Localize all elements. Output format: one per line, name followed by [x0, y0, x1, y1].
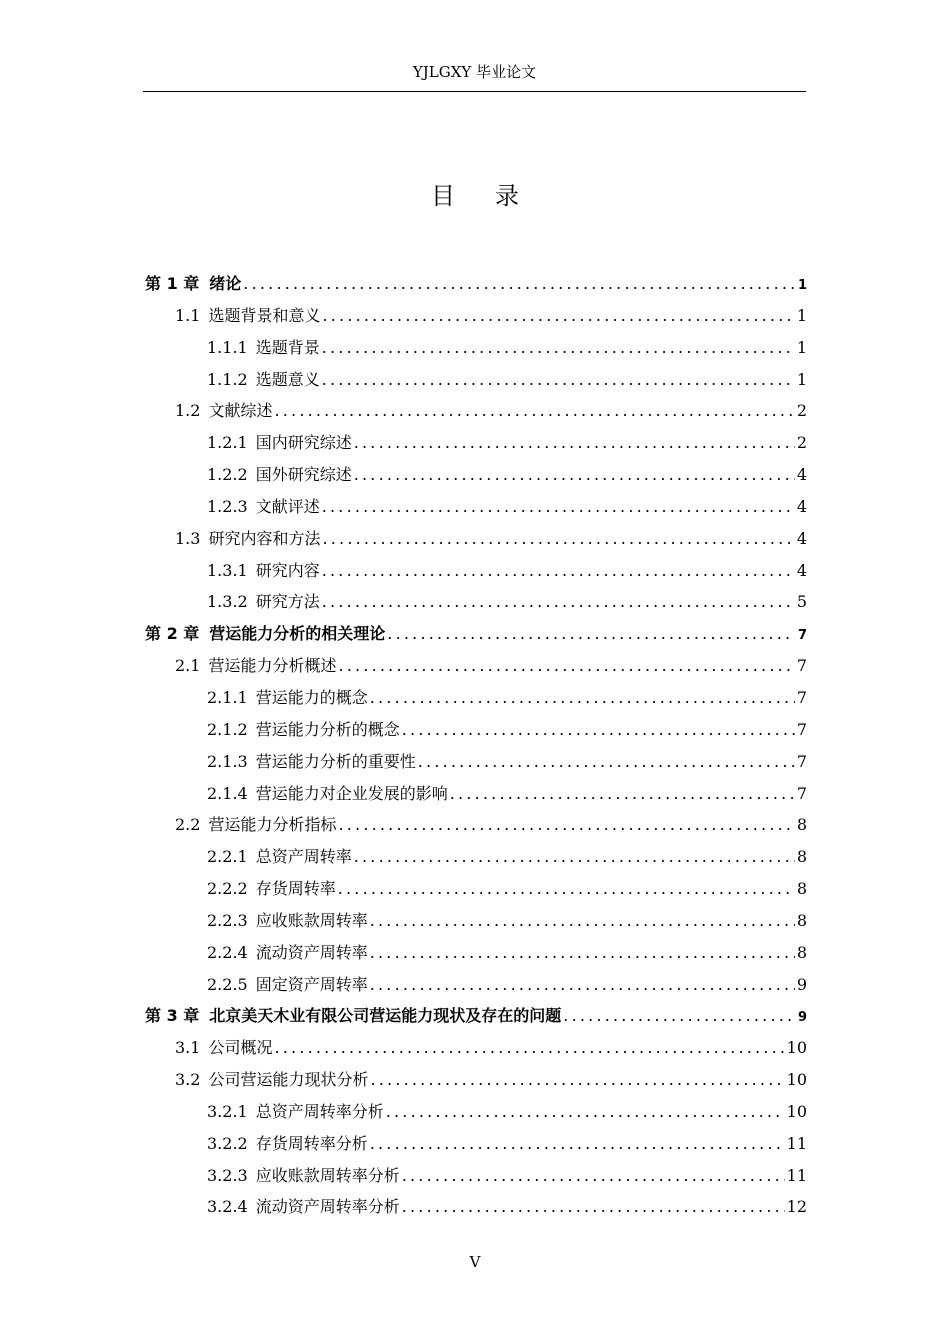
toc-entry-number: 3.2.1: [207, 1101, 248, 1121]
toc-dot-leader: [322, 523, 794, 555]
toc-subsection-entry[interactable]: [145, 1160, 807, 1192]
toc-entry-title: 文献综述: [208, 401, 273, 421]
toc-dot-leader: [386, 1096, 785, 1128]
toc-subsection-entry[interactable]: [145, 905, 807, 937]
toc-subsection-entry[interactable]: [145, 873, 807, 905]
toc-entry-number: 第 3 章: [145, 1006, 200, 1026]
toc-section-entry[interactable]: [145, 650, 807, 682]
toc-entry-title: 总资产周转率分析: [255, 1101, 384, 1121]
toc-dot-leader: [338, 809, 794, 841]
toc-entry-page: 7: [796, 751, 807, 771]
toc-entry-title: 国外研究综述: [255, 465, 352, 485]
table-of-contents: [145, 268, 807, 1223]
running-header: YJLGXY 毕业论文: [412, 63, 537, 81]
toc-entry-page: 7: [796, 687, 807, 707]
toc-entry-title: 固定资产周转率: [255, 974, 368, 994]
toc-entry-page: 8: [796, 910, 807, 930]
toc-dot-leader: [354, 841, 795, 873]
toc-subsection-entry[interactable]: [145, 1096, 807, 1128]
toc-dot-leader: [402, 1191, 785, 1223]
page-number: V: [469, 1253, 481, 1271]
toc-entry-title: 应收账款周转率: [255, 910, 368, 930]
toc-entry-number: 3.1: [175, 1038, 201, 1058]
toc-entry-title: 研究方法: [255, 592, 320, 612]
toc-subsection-entry[interactable]: [145, 778, 807, 810]
toc-dot-leader: [338, 873, 795, 905]
toc-entry-page: 8: [796, 815, 807, 835]
toc-entry-number: 1.1.1: [207, 337, 248, 357]
toc-entry-page: 4: [796, 465, 807, 485]
toc-dot-leader: [354, 459, 795, 491]
toc-entry-title: 文献评述: [255, 496, 320, 516]
toc-entry-title: 营运能力的概念: [255, 687, 368, 707]
toc-entry-number: 1.1: [175, 305, 201, 325]
toc-dot-leader: [274, 395, 794, 427]
toc-entry-number: 2.1.2: [207, 719, 248, 739]
toc-subsection-entry[interactable]: [145, 841, 807, 873]
header-rule: [143, 91, 806, 92]
toc-dot-leader: [563, 1000, 795, 1032]
toc-entry-title: 国内研究综述: [255, 433, 352, 453]
toc-entry-title: 流动资产周转率分析: [255, 1197, 400, 1217]
toc-section-entry[interactable]: [145, 1032, 807, 1064]
toc-dot-leader: [338, 650, 794, 682]
toc-dot-leader: [370, 682, 795, 714]
toc-entry-page: 12: [786, 1197, 807, 1217]
toc-entry-title: 营运能力分析概述: [208, 656, 337, 676]
toc-entry-title: 营运能力分析的相关理论: [209, 624, 386, 644]
toc-subsection-entry[interactable]: [145, 586, 807, 618]
toc-dot-leader: [370, 905, 795, 937]
toc-dot-leader: [370, 937, 795, 969]
toc-entry-number: 1.2: [175, 401, 201, 421]
toc-dot-leader: [354, 427, 795, 459]
toc-entry-title: 营运能力对企业发展的影响: [255, 783, 448, 803]
toc-entry-page: 1: [796, 337, 807, 357]
toc-subsection-entry[interactable]: [145, 1128, 807, 1160]
toc-dot-leader: [322, 491, 795, 523]
toc-entry-page: 2: [796, 433, 807, 453]
toc-entry-page: 8: [796, 942, 807, 962]
toc-section-entry[interactable]: [145, 809, 807, 841]
toc-entry-title: 总资产周转率: [255, 847, 352, 867]
toc-entry-number: 3.2.4: [207, 1197, 248, 1217]
toc-entry-page: 4: [796, 528, 807, 548]
toc-entry-title: 研究内容: [255, 560, 320, 580]
toc-entry-page: 2: [796, 401, 807, 421]
toc-chapter-entry[interactable]: [145, 268, 807, 300]
toc-subsection-entry[interactable]: [145, 746, 807, 778]
toc-subsection-entry[interactable]: [145, 491, 807, 523]
toc-subsection-entry[interactable]: [145, 1191, 807, 1223]
toc-entry-number: 1.3.1: [207, 560, 248, 580]
toc-entry-number: 1.2.2: [207, 465, 248, 485]
toc-entry-page: 10: [786, 1038, 807, 1058]
toc-dot-leader: [370, 969, 795, 1001]
toc-dot-leader: [402, 714, 795, 746]
toc-entry-number: 2.1: [175, 656, 201, 676]
toc-subsection-entry[interactable]: [145, 714, 807, 746]
toc-entry-page: 9: [796, 974, 807, 994]
toc-entry-number: 第 2 章: [145, 624, 200, 644]
toc-dot-leader: [370, 1128, 785, 1160]
toc-entry-number: 3.2.2: [207, 1133, 248, 1153]
toc-entry-title: 营运能力分析的重要性: [255, 751, 416, 771]
toc-entry-number: 2.2.3: [207, 910, 248, 930]
toc-entry-number: 1.2.3: [207, 496, 248, 516]
toc-subsection-entry[interactable]: [145, 364, 807, 396]
toc-dot-leader: [387, 618, 795, 650]
toc-entry-page: 1: [796, 305, 807, 325]
toc-dot-leader: [322, 332, 795, 364]
toc-entry-title: 公司概况: [208, 1038, 273, 1058]
toc-entry-number: 2.1.1: [207, 687, 248, 707]
toc-entry-page: 7: [796, 719, 807, 739]
toc-entry-page: 9: [797, 1010, 807, 1026]
toc-section-entry[interactable]: [145, 1064, 807, 1096]
toc-entry-page: 10: [786, 1101, 807, 1121]
toc-subsection-entry[interactable]: [145, 969, 807, 1001]
toc-entry-title: 绪论: [209, 274, 242, 293]
toc-entry-number: 1.1.2: [207, 369, 248, 389]
toc-subsection-entry[interactable]: [145, 332, 807, 364]
toc-dot-leader: [418, 746, 795, 778]
toc-dot-leader: [274, 1032, 784, 1064]
toc-entry-page: 10: [786, 1070, 807, 1090]
toc-entry-title: 营运能力分析指标: [208, 815, 337, 835]
toc-dot-leader: [322, 300, 794, 332]
toc-entry-number: 3.2: [175, 1070, 201, 1090]
toc-chapter-entry[interactable]: [145, 618, 807, 650]
toc-entry-number: 1.2.1: [207, 433, 248, 453]
toc-entry-title: 研究内容和方法: [208, 528, 321, 548]
toc-entry-title: 北京美天木业有限公司营运能力现状及存在的问题: [209, 1006, 562, 1026]
toc-entry-number: 2.1.4: [207, 783, 248, 803]
toc-dot-leader: [322, 555, 795, 587]
toc-entry-title: 存货周转率分析: [255, 1133, 368, 1153]
toc-section-entry[interactable]: [145, 300, 807, 332]
toc-entry-page: 8: [796, 879, 807, 899]
toc-subsection-entry[interactable]: [145, 937, 807, 969]
toc-entry-page: 4: [796, 560, 807, 580]
toc-entry-title: 选题背景和意义: [208, 305, 321, 325]
toc-dot-leader: [322, 364, 795, 396]
toc-entry-number: 2.2.1: [207, 847, 248, 867]
toc-entry-number: 2.2: [175, 815, 201, 835]
toc-entry-number: 2.2.4: [207, 942, 248, 962]
toc-entry-page: 1: [796, 369, 807, 389]
toc-dot-leader: [370, 1064, 784, 1096]
toc-entry-title: 营运能力分析的概念: [255, 719, 400, 739]
toc-entry-page: 5: [796, 592, 807, 612]
toc-entry-number: 1.3: [175, 528, 201, 548]
toc-dot-leader: [450, 778, 795, 810]
toc-dot-leader: [322, 586, 795, 618]
toc-entry-number: 3.2.3: [207, 1165, 248, 1185]
toc-entry-page: 7: [797, 628, 807, 644]
toc-entry-title: 流动资产周转率: [255, 942, 368, 962]
toc-entry-number: 2.2.2: [207, 879, 248, 899]
toc-subsection-entry[interactable]: [145, 682, 807, 714]
toc-section-entry[interactable]: [145, 523, 807, 555]
toc-subsection-entry[interactable]: [145, 555, 807, 587]
toc-title: 目录: [431, 182, 559, 210]
toc-dot-leader: [402, 1160, 785, 1192]
toc-entry-title: 选题意义: [255, 369, 320, 389]
toc-entry-number: 2.1.3: [207, 751, 248, 771]
toc-subsection-entry[interactable]: [145, 459, 807, 491]
toc-entry-title: 公司营运能力现状分析: [208, 1070, 369, 1090]
toc-section-entry[interactable]: [145, 395, 807, 427]
toc-entry-title: 存货周转率: [255, 879, 336, 899]
toc-chapter-entry[interactable]: [145, 1000, 807, 1032]
toc-entry-number: 第 1 章: [145, 274, 200, 293]
toc-entry-page: 11: [786, 1133, 807, 1153]
toc-entry-page: 8: [796, 847, 807, 867]
toc-subsection-entry[interactable]: [145, 427, 807, 459]
toc-entry-page: 1: [797, 278, 807, 293]
toc-entry-number: 1.3.2: [207, 592, 248, 612]
toc-entry-page: 11: [786, 1165, 807, 1185]
toc-entry-number: 2.2.5: [207, 974, 248, 994]
toc-entry-page: 7: [796, 656, 807, 676]
toc-entry-page: 7: [796, 783, 807, 803]
toc-entry-page: 4: [796, 496, 807, 516]
toc-dot-leader: [243, 268, 795, 300]
toc-entry-title: 应收账款周转率分析: [255, 1165, 400, 1185]
toc-entry-title: 选题背景: [255, 337, 320, 357]
